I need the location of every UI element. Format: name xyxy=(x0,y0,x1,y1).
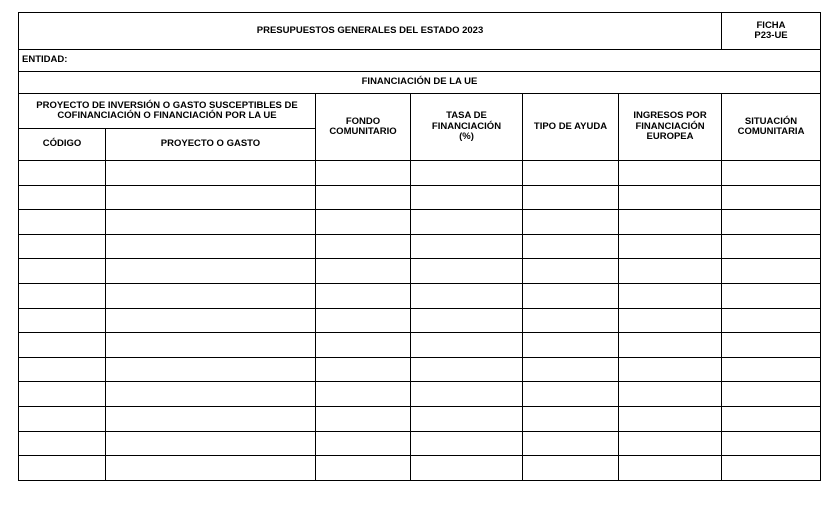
table-cell[interactable] xyxy=(523,431,619,456)
table-cell[interactable] xyxy=(411,161,523,186)
table-cell[interactable] xyxy=(316,161,411,186)
table-row xyxy=(19,283,821,308)
table-row xyxy=(19,333,821,358)
table-cell[interactable] xyxy=(411,210,523,235)
table-cell[interactable] xyxy=(19,259,106,284)
table-cell[interactable] xyxy=(19,234,106,259)
table-cell[interactable] xyxy=(411,406,523,431)
table-cell[interactable] xyxy=(106,259,316,284)
table-cell[interactable] xyxy=(19,357,106,382)
column-header-row-1 xyxy=(19,94,821,129)
table-cell[interactable] xyxy=(722,234,821,259)
entidad-row xyxy=(19,50,821,72)
entidad-field[interactable]: ENTIDAD: xyxy=(19,50,821,72)
table-cell[interactable] xyxy=(316,234,411,259)
table-cell[interactable] xyxy=(523,259,619,284)
table-cell[interactable] xyxy=(106,185,316,210)
table-cell[interactable] xyxy=(316,259,411,284)
fondo-comunitario-header: FONDO COMUNITARIO xyxy=(316,94,411,161)
financiacion-heading: FINANCIACIÓN DE LA UE xyxy=(19,72,821,94)
table-cell[interactable] xyxy=(619,234,722,259)
financiacion-row xyxy=(19,72,821,94)
table-cell[interactable] xyxy=(722,283,821,308)
table-cell[interactable] xyxy=(722,333,821,358)
table-cell[interactable] xyxy=(19,161,106,186)
table-cell[interactable] xyxy=(316,308,411,333)
table-cell[interactable] xyxy=(523,283,619,308)
title-row xyxy=(19,13,821,50)
table-row xyxy=(19,382,821,407)
table-cell[interactable] xyxy=(19,431,106,456)
table-cell[interactable] xyxy=(619,210,722,235)
table-cell[interactable] xyxy=(523,185,619,210)
table-cell[interactable] xyxy=(619,333,722,358)
proyecto-group-header: PROYECTO DE INVERSIÓN O GASTO SUSCEPTIBLES DE COFINANCIACIÓN O FINANCIACIÓN POR LA UE xyxy=(19,94,316,129)
table-row xyxy=(19,406,821,431)
table-cell[interactable] xyxy=(316,406,411,431)
form-title: PRESUPUESTOS GENERALES DEL ESTADO 2023 xyxy=(19,13,722,50)
table-cell[interactable] xyxy=(619,259,722,284)
table-cell[interactable] xyxy=(722,161,821,186)
tipo-ayuda-header: TIPO DE AYUDA xyxy=(523,94,619,161)
table-cell[interactable] xyxy=(316,357,411,382)
table-cell[interactable] xyxy=(316,185,411,210)
ficha-number: P23-UE xyxy=(754,30,788,41)
table-cell[interactable] xyxy=(411,357,523,382)
table-cell[interactable] xyxy=(106,406,316,431)
table-cell[interactable] xyxy=(523,382,619,407)
tasa-financiacion-header: TASA DE FINANCIACIÓN (%) xyxy=(411,94,523,161)
table-cell[interactable] xyxy=(722,431,821,456)
table-cell[interactable] xyxy=(619,161,722,186)
table-cell[interactable] xyxy=(722,406,821,431)
table-cell[interactable] xyxy=(411,333,523,358)
table-cell[interactable] xyxy=(619,382,722,407)
table-row xyxy=(19,456,821,481)
table-cell[interactable] xyxy=(722,357,821,382)
table-cell[interactable] xyxy=(523,210,619,235)
ingresos-header: INGRESOS POR FINANCIACIÓN EUROPEA xyxy=(619,94,722,161)
table-cell[interactable] xyxy=(722,382,821,407)
table-cell[interactable] xyxy=(316,431,411,456)
table-cell[interactable] xyxy=(523,308,619,333)
table-cell[interactable] xyxy=(619,431,722,456)
table-row xyxy=(19,431,821,456)
table-cell[interactable] xyxy=(411,456,523,481)
table-cell[interactable] xyxy=(523,234,619,259)
table-cell[interactable] xyxy=(316,382,411,407)
table-cell[interactable] xyxy=(106,210,316,235)
table-cell[interactable] xyxy=(19,333,106,358)
table-cell[interactable] xyxy=(523,161,619,186)
table-cell[interactable] xyxy=(722,259,821,284)
table-cell[interactable] xyxy=(722,210,821,235)
table-cell[interactable] xyxy=(19,308,106,333)
table-cell[interactable] xyxy=(106,333,316,358)
table-cell[interactable] xyxy=(523,357,619,382)
table-cell[interactable] xyxy=(316,333,411,358)
table-row xyxy=(19,357,821,382)
table-cell[interactable] xyxy=(411,431,523,456)
table-cell[interactable] xyxy=(411,259,523,284)
table-cell[interactable] xyxy=(106,382,316,407)
table-cell[interactable] xyxy=(316,210,411,235)
ficha-label: FICHA xyxy=(756,19,786,31)
table-cell[interactable] xyxy=(106,234,316,259)
table-cell[interactable] xyxy=(411,308,523,333)
table-cell[interactable] xyxy=(106,308,316,333)
budget-form-table xyxy=(18,12,821,481)
table-cell[interactable] xyxy=(523,406,619,431)
table-cell[interactable] xyxy=(19,210,106,235)
table-row xyxy=(19,185,821,210)
table-row xyxy=(19,234,821,259)
table-cell[interactable] xyxy=(619,308,722,333)
table-cell[interactable] xyxy=(619,185,722,210)
table-cell[interactable] xyxy=(316,456,411,481)
table-cell[interactable] xyxy=(106,431,316,456)
table-row xyxy=(19,308,821,333)
table-cell[interactable] xyxy=(19,283,106,308)
table-cell[interactable] xyxy=(411,185,523,210)
table-cell[interactable] xyxy=(722,456,821,481)
table-cell[interactable] xyxy=(106,357,316,382)
table-cell[interactable] xyxy=(619,357,722,382)
table-cell[interactable] xyxy=(523,333,619,358)
table-cell[interactable] xyxy=(411,283,523,308)
proyecto-gasto-header: PROYECTO O GASTO xyxy=(106,129,316,161)
ficha-code xyxy=(722,13,821,50)
table-cell[interactable] xyxy=(619,456,722,481)
table-cell[interactable] xyxy=(411,382,523,407)
table-cell[interactable] xyxy=(722,308,821,333)
table-cell[interactable] xyxy=(619,406,722,431)
table-cell[interactable] xyxy=(106,283,316,308)
table-row xyxy=(19,259,821,284)
table-cell[interactable] xyxy=(722,185,821,210)
table-cell[interactable] xyxy=(619,283,722,308)
table-row xyxy=(19,210,821,235)
table-cell[interactable] xyxy=(19,456,106,481)
table-cell[interactable] xyxy=(19,406,106,431)
table-cell[interactable] xyxy=(106,456,316,481)
table-cell[interactable] xyxy=(19,185,106,210)
situacion-comunitaria-header: SITUACIÓN COMUNITARIA xyxy=(722,94,821,161)
table-cell[interactable] xyxy=(411,234,523,259)
codigo-header: CÓDIGO xyxy=(19,129,106,161)
table-cell[interactable] xyxy=(19,382,106,407)
table-row xyxy=(19,161,821,186)
table-cell[interactable] xyxy=(523,456,619,481)
table-cell[interactable] xyxy=(106,161,316,186)
table-cell[interactable] xyxy=(316,283,411,308)
